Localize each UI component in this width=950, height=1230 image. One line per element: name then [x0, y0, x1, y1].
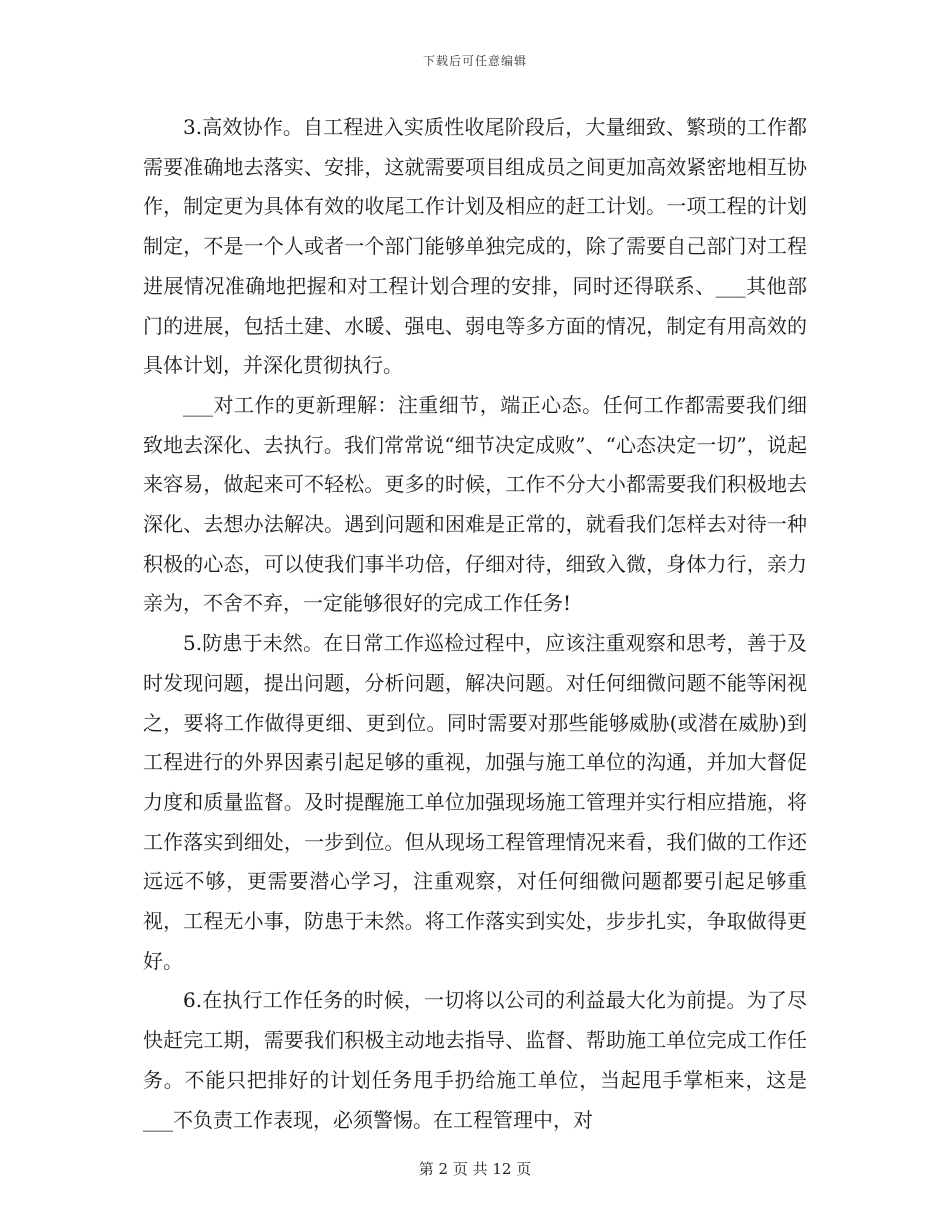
page-header: 下载后可任意编辑 — [422, 54, 527, 68]
paragraph: ___对工作的更新理解：注重细节，端正心态。任何工作都需要我们细致地去深化、去执行。我们常常说“细节决定成败”、“心态决定一切”，说起来容易，做起来可不轻松。更多的时候，工作不分大小都需要我们积极地去深化、去想办法解决。遇到问题和困难是正常的，就看我们怎样去对待一种积极的心态，可以使我们事半功倍，仔细对待，细致入微，身体力行，亲力亲为，不舍不弃，一定能够很好的完成工作任务! — [143, 392, 807, 616]
page-number: 第 2 页 共 12 页 — [418, 1160, 532, 1178]
paragraph: 3.高效协作。自工程进入实质性收尾阶段后，大量细致、繁琐的工作都需要准确地去落实、安排，这就需要项目组成员之间更加高效紧密地相互协作，制定更为具体有效的收尾工作计划及相应的赶工计划。一项工程的计划制定，不是一个人或者一个部门能够单独完成的，除了需要自己部门对工程进展情况准确地把握和对工程计划合理的安排，同时还得联系、___其他部门的进展，包括土建、水暖、强电、弱电等多方面的情况，制定有用高效的具体计划，并深化贯彻执行。 — [143, 115, 807, 378]
paragraph: 5.防患于未然。在日常工作巡检过程中，应该注重观察和思考，善于及时发现问题，提出问题，分析问题，解决问题。对任何细微问题不能等闲视之，要将工作做得更细、更到位。同时需要对那些能够威胁(或潜在威胁)到工程进行的外界因素引起足够的重视，加强与施工单位的沟通，并加大督促力度和质量监督。及时提醒施工单位加强现场施工管理并实行相应措施，将工作落实到细处，一步到位。但从现场工程管理情况来看，我们做的工作还远远不够，更需要潜心学习，注重观察，对任何细微问题都要引起足够重视，工程无小事，防患于未然。将工作落实到实处，步步扎实，争取做得更好。 — [143, 631, 807, 973]
paragraph: 6.在执行工作任务的时候，一切将以公司的利益最大化为前提。为了尽快赶完工期，需要我们积极主动地去指导、监督、帮助施工单位完成工作任务。不能只把排好的计划任务甩手扔给施工单位，当起甩手掌柜来，这是___不负责工作表现，必须警惕。在工程管理中，对 — [143, 988, 807, 1132]
document-body — [143, 108, 807, 1140]
